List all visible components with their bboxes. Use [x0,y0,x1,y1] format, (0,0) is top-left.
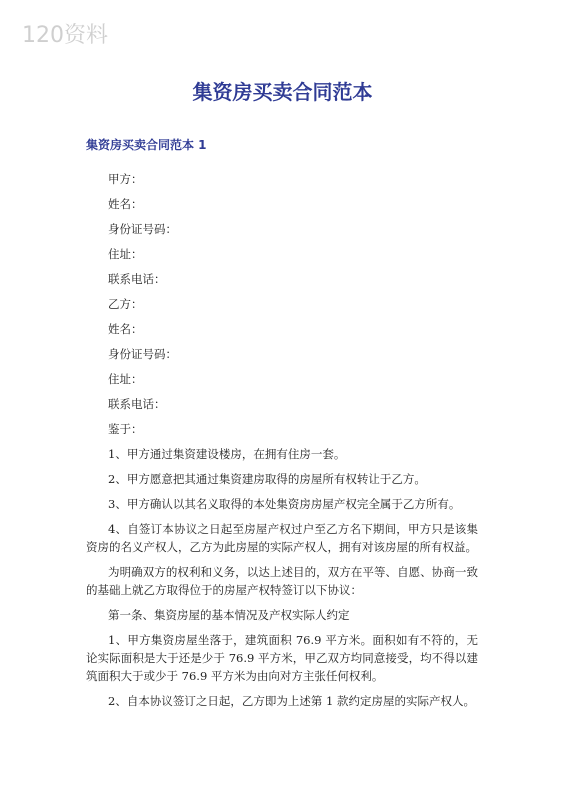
party-a-phone: 联系电话： [108,272,166,286]
party-a-address: 住址： [108,247,143,261]
party-b-label: 乙方： [108,297,143,311]
paragraph: 3、甲方确认以其名义取得的本处集资房房屋产权完全属于乙方所有。 [108,497,461,511]
paragraph: 2、甲方愿意把其通过集资建房取得的房屋所有权转让于乙方。 [108,472,426,486]
party-b-address: 住址： [108,372,143,386]
paragraph: 为明确双方的权利和义务，以达上述目的，双方在平等、自愿、协商一致的基础上就乙方取得位于的房屋产权特签订以下协议： [86,565,478,597]
whereas-label: 鉴于： [108,422,143,436]
paragraph: 4、自签订本协议之日起至房屋产权过户至乙方名下期间，甲方只是该集资房的名义产权人，乙方为此房屋的实际产权人，拥有对该房屋的所有权益。 [86,522,478,554]
party-a-id-number: 身份证号码： [108,222,177,236]
party-a-name: 姓名： [108,197,143,211]
party-a-label: 甲方： [108,172,143,186]
document-title: 集资房买卖合同范本 [192,80,373,104]
party-b-phone: 联系电话： [108,397,166,411]
paragraph: 1、甲方集资房屋坐落于，建筑面积 76.9 平方米。面积如有不符的，无论实际面积是大于还是少于 76.9 平方米，甲乙双方均同意接受，均不得以建筑面积大于或少于 76.9 平方米为由向对方主张任何权利。 [86,633,478,683]
party-b-name: 姓名： [108,322,143,336]
section-heading: 集资房买卖合同范本 1 [86,138,207,152]
article-heading: 第一条、集资房屋的基本情况及产权实际人约定 [108,608,350,622]
paragraph: 2、自本协议签订之日起，乙方即为上述第 1 款约定房屋的实际产权人。 [108,694,475,708]
paragraph: 1、甲方通过集资建设楼房，在拥有住房一套。 [108,447,346,461]
party-b-id-number: 身份证号码： [108,347,177,361]
watermark: 120资料 [22,23,108,48]
contract-body [86,170,478,717]
